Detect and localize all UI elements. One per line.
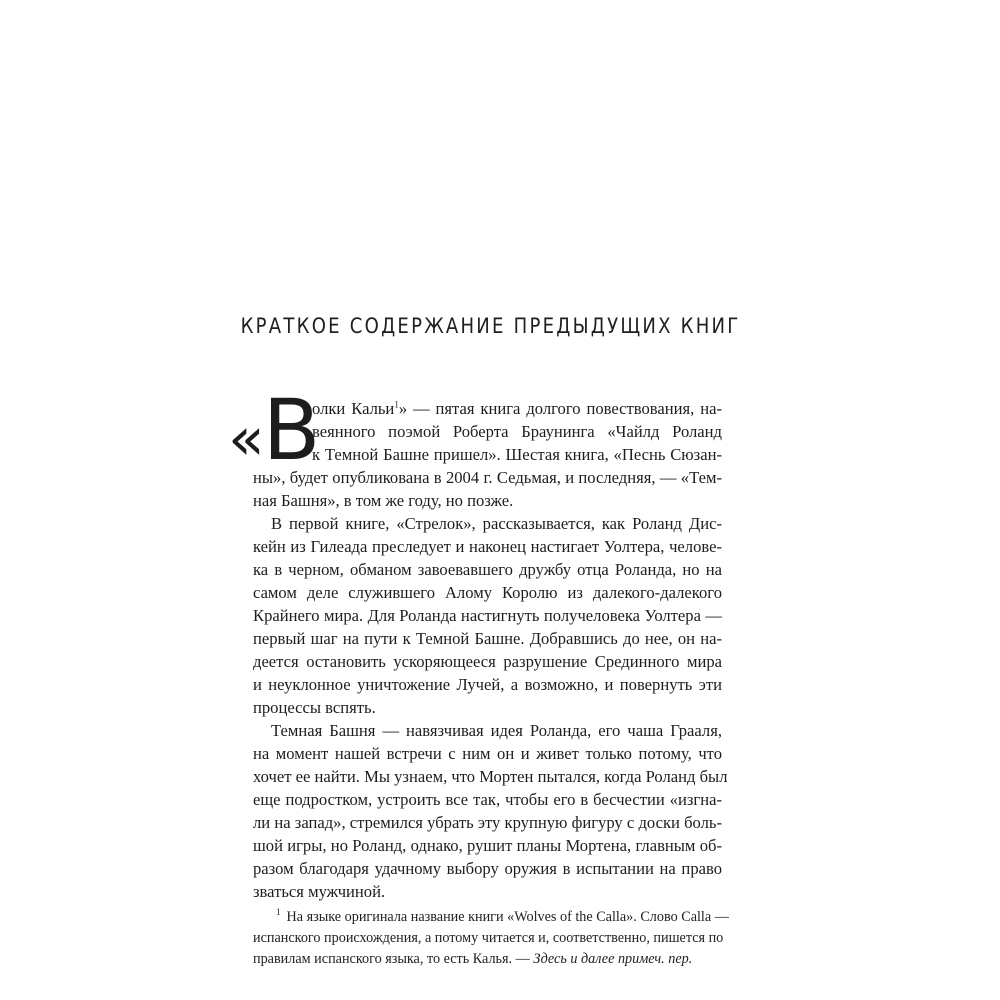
- text-line: первый шаг на пути к Темной Башне. Добравшись до нее, он на-: [253, 629, 722, 648]
- text-line: ны», будет опубликована в 2004 г. Седьмая, и последняя, — «Тем-: [253, 468, 722, 487]
- text-line: еще подростком, устроить все так, чтобы его в бесчестии «изгна-: [253, 790, 722, 809]
- text-line: веянного поэмой Роберта Браунинга «Чайлд Роланд: [312, 422, 722, 441]
- footnote-marker: 1: [276, 907, 281, 918]
- text-line: к Темной Башне пришел». Шестая книга, «Песнь Сюзан-: [312, 445, 722, 464]
- drop-cap-letter: В: [262, 381, 321, 479]
- text-line: Крайнего мира. Для Роланда настигнуть получеловека Уолтера —: [253, 606, 722, 625]
- text-line: ка в черном, обманом завоевавшего дружбу отца Роланда, но на: [253, 560, 722, 579]
- text-line: ная Башня», в том же году, но позже.: [253, 491, 514, 510]
- text-line: на момент нашей встречи с ним он и живет только потому, что: [253, 744, 722, 763]
- text-line: разом благодаря удачному выбору оружия в испытании на право: [253, 859, 722, 878]
- footnote-line: испанского происхождения, а потому читается и, соответственно, пишется по: [253, 930, 724, 946]
- text-line: Темная Башня — навязчивая идея Роланда, его чаша Грааля,: [271, 721, 722, 740]
- text-line: ли на запад», стремился убрать эту крупную фигуру с доски боль-: [253, 813, 722, 832]
- text-line: хочет ее найти. Мы узнаем, что Мортен пытался, когда Роланд был: [253, 767, 728, 786]
- drop-cap: [228, 381, 321, 479]
- chapter-title: КРАТКОЕ СОДЕРЖАНИЕ ПРЕДЫДУЩИХ КНИГ: [240, 314, 741, 338]
- text-line: деется остановить ускоряющееся разрушение Срединного мира: [253, 652, 722, 671]
- text-line: В первой книге, «Стрелок», рассказывается, как Роланд Дис-: [271, 514, 722, 533]
- drop-cap-quote: «: [228, 404, 265, 474]
- text-line: зваться мужчиной.: [253, 882, 386, 901]
- text-line: процессы вспять.: [253, 698, 376, 717]
- text-line: самом деле служившего Алому Королю из далекого-далекого: [253, 583, 722, 602]
- footnote-line: правилам испанского языка, то есть Калья. — Здесь и далее примеч. пер.: [253, 951, 693, 967]
- text-line: олки Кальи$^1$» — пятая книга долгого повествования, на-: [312, 399, 722, 418]
- text-line: шой игры, но Роланд, однако, рушит планы Мортена, главным об-: [253, 836, 722, 855]
- text-line: кейн из Гилеада преследует и наконец настигает Уолтера, челове-: [253, 537, 722, 556]
- footnote-reference: 1: [394, 399, 399, 410]
- footnote-line: $^1$ На языке оригинала название книги «Wolves of the Calla». Слово Calla —: [276, 907, 729, 925]
- translator-note: Здесь и далее примеч. пер.: [533, 951, 693, 967]
- text-line: и неуклонное уничтожение Лучей, а возможно, и повернуть эти: [253, 675, 722, 694]
